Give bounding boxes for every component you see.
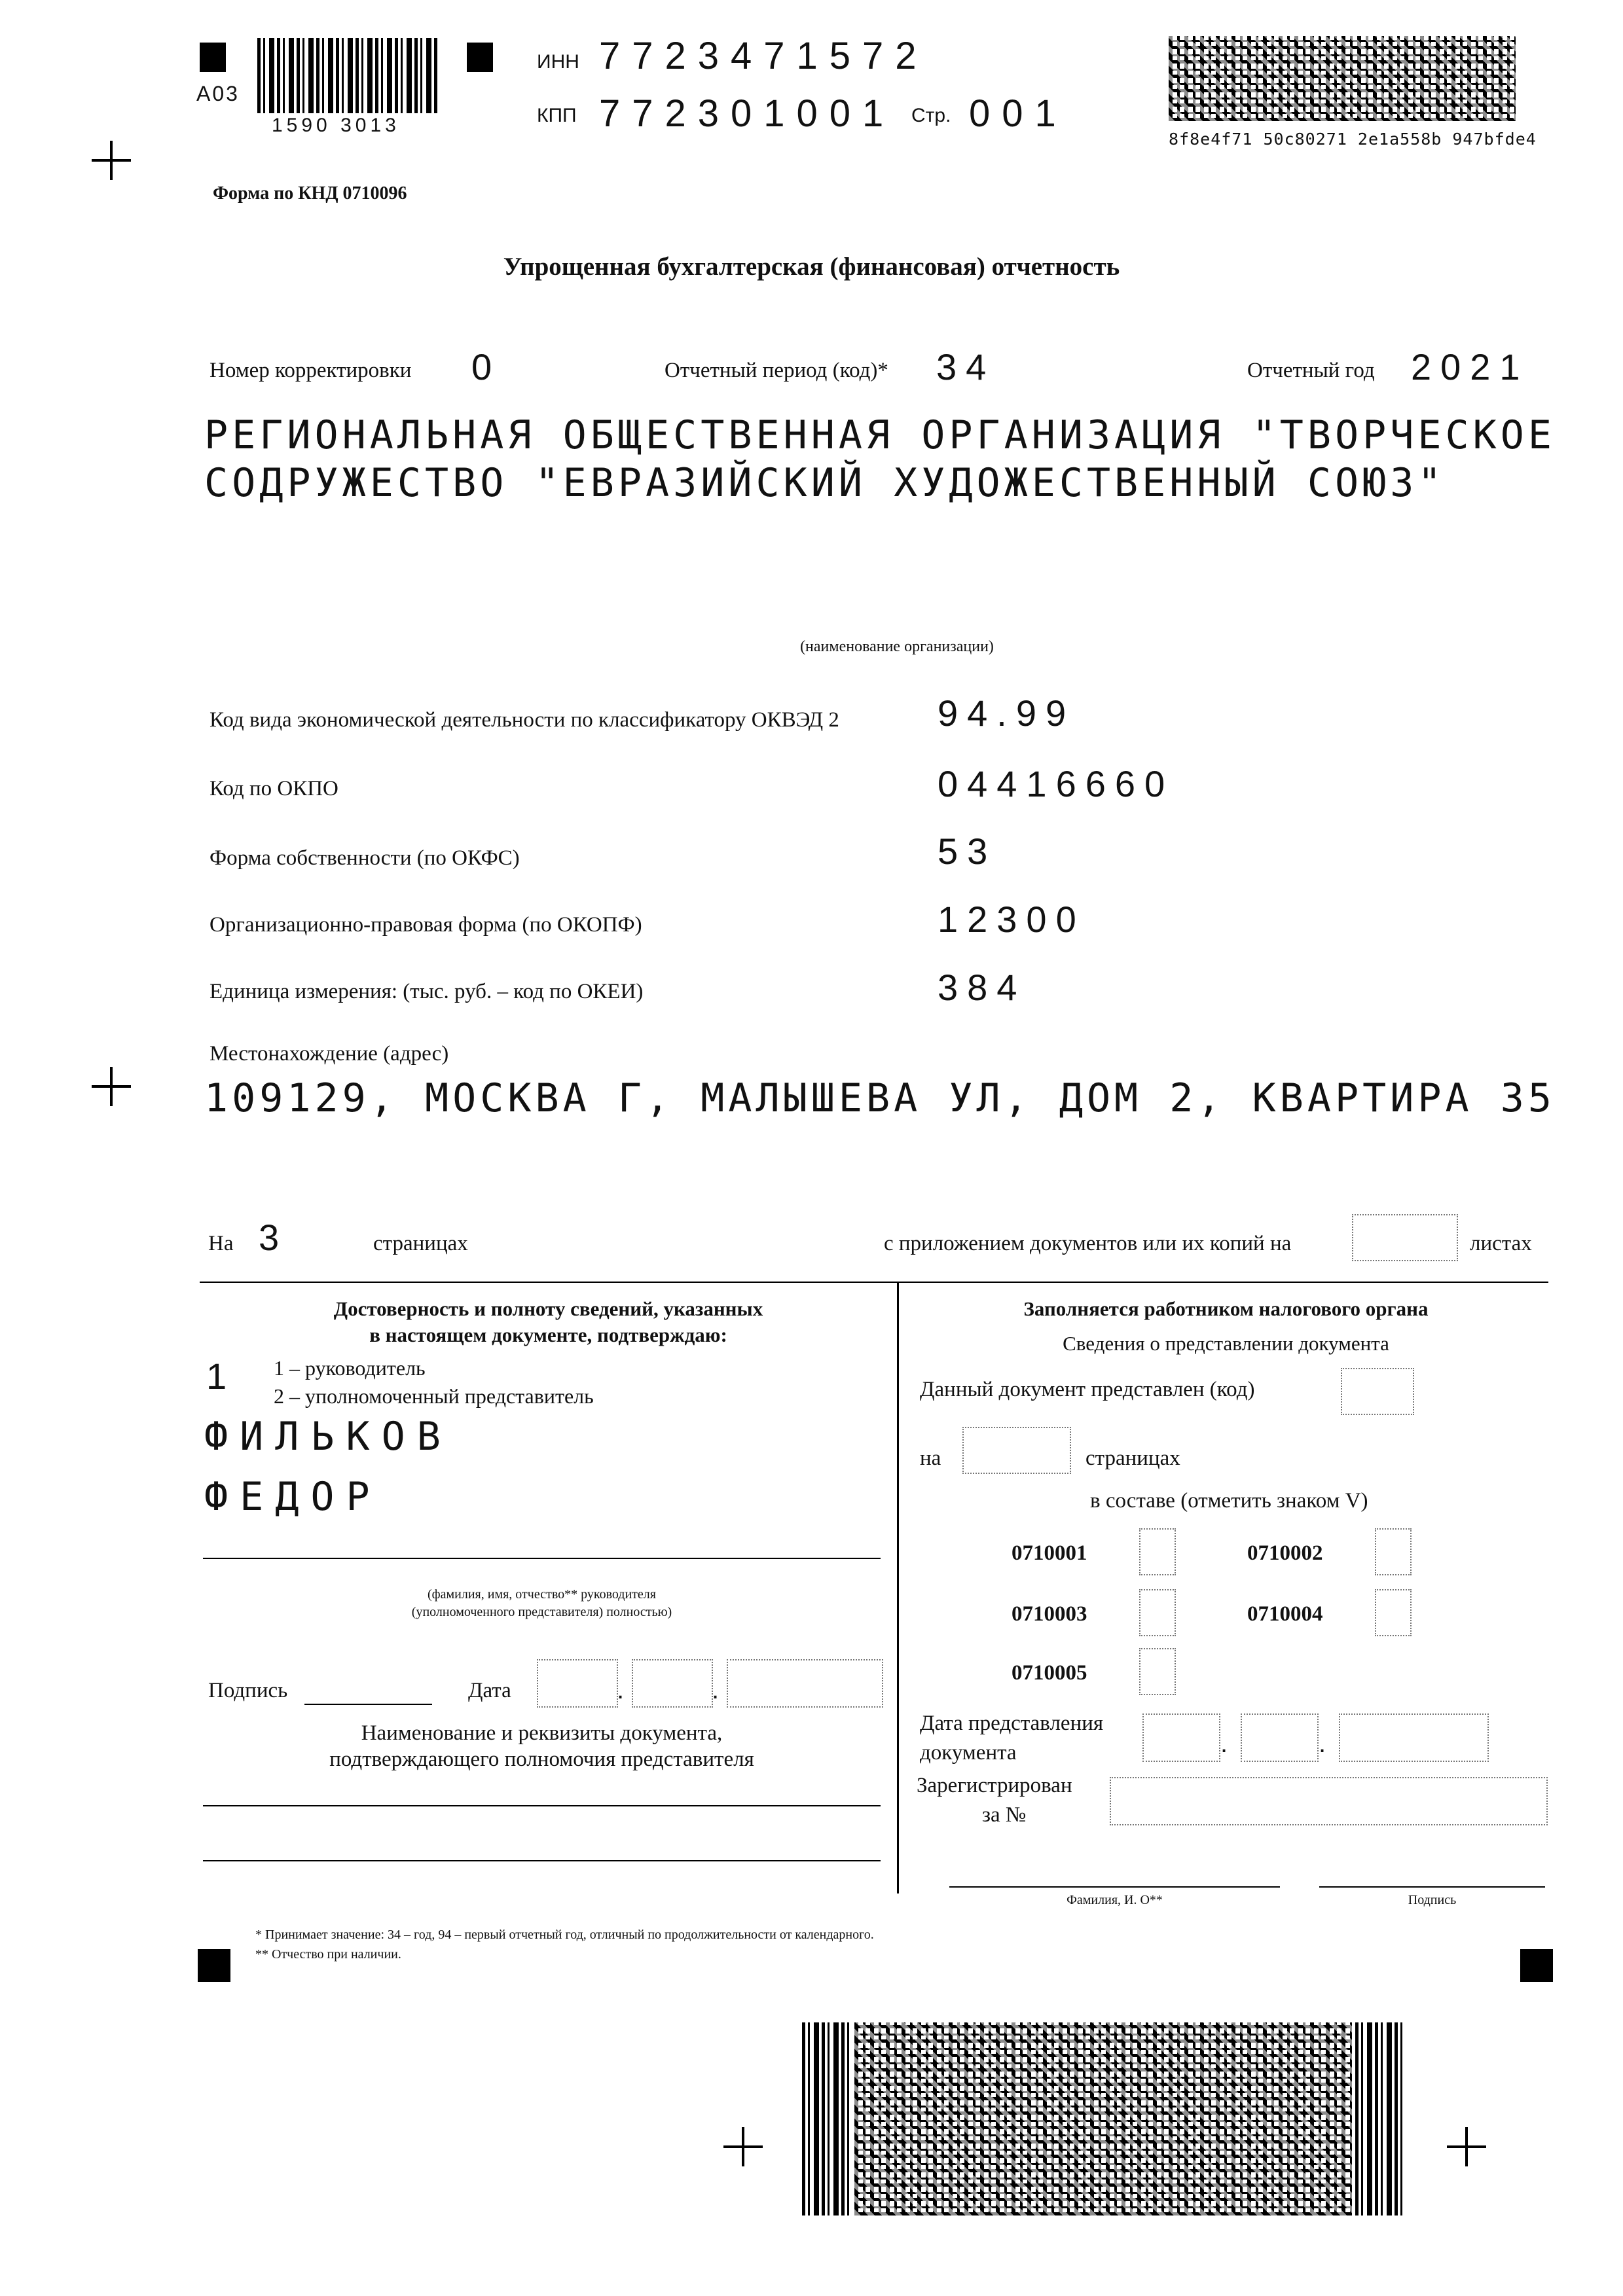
pages-count: 3 — [259, 1217, 289, 1258]
okopf-value: 12300 — [938, 899, 1085, 940]
form-0710003-checkbox[interactable] — [1139, 1589, 1176, 1636]
period-value: 34 — [936, 346, 996, 387]
year-value: 2021 — [1411, 346, 1529, 387]
okved-value: 94.99 — [938, 692, 1076, 734]
okved-label: Код вида экономической деятельности по классификатору ОКВЭД 2 — [210, 708, 839, 732]
attachments-sheets-field[interactable] — [1352, 1214, 1458, 1261]
authority-doc-line-2[interactable] — [203, 1860, 881, 1861]
kpp-label: КПП — [537, 105, 577, 126]
signer-code: 1 — [206, 1355, 236, 1397]
registration-square-top-middle — [467, 43, 493, 72]
tax-fio-caption: Фамилия, И. О** — [1067, 1893, 1163, 1907]
registration-number-field[interactable] — [1110, 1777, 1548, 1825]
tax-office-subheading: Сведения о представлении документа — [1063, 1332, 1389, 1355]
submission-date-day[interactable] — [1142, 1713, 1220, 1762]
submission-date-separator-2: . — [1319, 1729, 1326, 1758]
organization-name-line1: РЕГИОНАЛЬНАЯ ОБЩЕСТВЕННАЯ ОРГАНИЗАЦИЯ "ТВОРЧЕСКОЕ — [204, 412, 1556, 458]
organization-name-line2: СОДРУЖЕСТВО "ЕВРАЗИЙСКИЙ ХУДОЖЕСТВЕННЫЙ СОЮЗ" — [204, 460, 1446, 506]
left-code: А03 — [196, 82, 240, 105]
confirm-heading-line2: в настоящем документе, подтверждаю: — [369, 1323, 727, 1346]
submission-date-label-line1: Дата представления — [920, 1712, 1104, 1735]
fio-underline — [203, 1558, 881, 1559]
okei-label: Единица измерения: (тыс. руб. – код по ОКЕИ) — [210, 980, 644, 1003]
pages-on-label: На — [208, 1232, 234, 1255]
form-0710003: 0710003 — [1012, 1602, 1087, 1626]
address-label: Местонахождение (адрес) — [210, 1042, 449, 1066]
sheets-word: листах — [1470, 1232, 1532, 1255]
inn-value: 7723471572 — [599, 35, 928, 77]
tax-signature-line[interactable] — [1319, 1886, 1545, 1888]
header-matrix-barcode — [1169, 36, 1516, 121]
tax-fio-line[interactable] — [949, 1886, 1280, 1888]
composition-label: в составе (отметить знаком V) — [1090, 1489, 1368, 1513]
tax-office-heading: Заполняется работником налогового органа — [1023, 1297, 1429, 1320]
okfs-value: 53 — [938, 831, 997, 872]
signer-option-1: 1 – руководитель — [274, 1356, 426, 1380]
page-value: 001 — [969, 92, 1068, 135]
form-0710005-checkbox[interactable] — [1139, 1648, 1176, 1695]
okpo-label: Код по ОКПО — [210, 777, 338, 800]
correction-label: Номер корректировки — [210, 359, 412, 382]
organization-name-caption: (наименование организации) — [800, 638, 994, 655]
hash-text: 8f8e4f71 50c80271 2e1a558b 947bfde4 — [1169, 130, 1537, 149]
signer-first-name: ФЕДОР — [204, 1474, 382, 1520]
period-label: Отчетный период (код)* — [665, 359, 888, 382]
registered-label-line2: за № — [982, 1803, 1027, 1827]
date-field-month[interactable] — [632, 1659, 713, 1708]
tax-pages-on-label: на — [920, 1446, 941, 1470]
form-0710004: 0710004 — [1247, 1602, 1323, 1626]
confirm-heading-line1: Достоверность и полноту сведений, указанных — [333, 1297, 763, 1320]
tax-pages-field[interactable] — [962, 1427, 1071, 1474]
authority-doc-caption-line1: Наименование и реквизиты документа, — [361, 1721, 723, 1745]
bottom-barcode-right-bars — [1355, 2022, 1404, 2215]
date-field-year[interactable] — [727, 1659, 883, 1708]
form-0710004-checkbox[interactable] — [1375, 1589, 1412, 1636]
barcode-number: 1590 3013 — [272, 115, 400, 136]
registration-cross-middle — [92, 1067, 131, 1106]
registration-cross-bottom-right — [1447, 2127, 1486, 2166]
authority-doc-line-1[interactable] — [203, 1805, 881, 1806]
signer-option-2: 2 – уполномоченный представитель — [274, 1384, 594, 1408]
pages-word: страницах — [373, 1232, 468, 1255]
bottom-barcode-left-bars — [802, 2022, 851, 2215]
registration-cross-bottom-left — [723, 2127, 763, 2166]
signer-surname: ФИЛЬКОВ — [204, 1414, 452, 1460]
panel-divider — [897, 1282, 899, 1893]
page-label: Стр. — [911, 105, 951, 126]
header-barcode — [257, 38, 437, 113]
date-separator-2: . — [712, 1676, 720, 1704]
registered-label-line1: Зарегистрирован — [917, 1774, 1072, 1797]
signature-line[interactable] — [304, 1704, 432, 1705]
authority-doc-caption-line2: подтверждающего полномочия представителя — [329, 1748, 754, 1771]
date-label: Дата — [468, 1679, 511, 1702]
form-0710001: 0710001 — [1012, 1541, 1087, 1565]
okopf-label: Организационно-правовая форма (по ОКОПФ) — [210, 913, 642, 937]
fio-caption-line1: (фамилия, имя, отчество** руководителя — [428, 1587, 656, 1602]
tax-pages-word: страницах — [1085, 1446, 1180, 1470]
submission-date-separator-1: . — [1220, 1729, 1228, 1758]
tax-signature-caption: Подпись — [1408, 1893, 1457, 1907]
registration-square-bottom-right — [1520, 1949, 1553, 1982]
form-0710002: 0710002 — [1247, 1541, 1323, 1565]
page-title: Упрощенная бухгалтерская (финансовая) отчетность — [503, 253, 1120, 281]
year-label: Отчетный год — [1247, 359, 1375, 382]
date-separator-1: . — [617, 1676, 625, 1704]
footnote-1: * Принимает значение: 34 – год, 94 – первый отчетный год, отличный по продолжительности от календарного. — [255, 1928, 874, 1942]
signature-label: Подпись — [208, 1679, 288, 1702]
submitted-code-field[interactable] — [1341, 1368, 1414, 1415]
registration-cross-top — [92, 141, 131, 180]
footnote-2: ** Отчество при наличии. — [255, 1947, 401, 1962]
okpo-value: 04416660 — [938, 763, 1175, 804]
form-0710005: 0710005 — [1012, 1661, 1087, 1685]
form-code: Форма по КНД 0710096 — [213, 183, 407, 204]
form-0710001-checkbox[interactable] — [1139, 1528, 1176, 1575]
inn-label: ИНН — [537, 51, 579, 73]
submission-date-label-line2: документа — [920, 1741, 1017, 1765]
bottom-matrix-barcode — [854, 2022, 1352, 2215]
address-value: 109129, МОСКВА Г, МАЛЫШЕВА УЛ, ДОМ 2, КВАРТИРА 35 — [204, 1075, 1556, 1121]
attachments-label: с приложением документов или их копий на — [884, 1232, 1292, 1255]
submission-date-year[interactable] — [1339, 1713, 1489, 1762]
registration-square-top-left — [200, 43, 226, 72]
submitted-code-label: Данный документ представлен (код) — [920, 1378, 1255, 1401]
okfs-label: Форма собственности (по ОКФС) — [210, 846, 520, 870]
panel-top-rule — [200, 1282, 1548, 1283]
kpp-value: 772301001 — [599, 92, 896, 135]
submission-date-month[interactable] — [1241, 1713, 1319, 1762]
correction-value: 0 — [471, 346, 501, 387]
date-field-day[interactable] — [537, 1659, 618, 1708]
okei-value: 384 — [938, 967, 1027, 1008]
registration-square-bottom-left — [198, 1949, 230, 1982]
fio-caption-line2: (уполномоченного представителя) полностью) — [411, 1605, 672, 1619]
form-0710002-checkbox[interactable] — [1375, 1528, 1412, 1575]
